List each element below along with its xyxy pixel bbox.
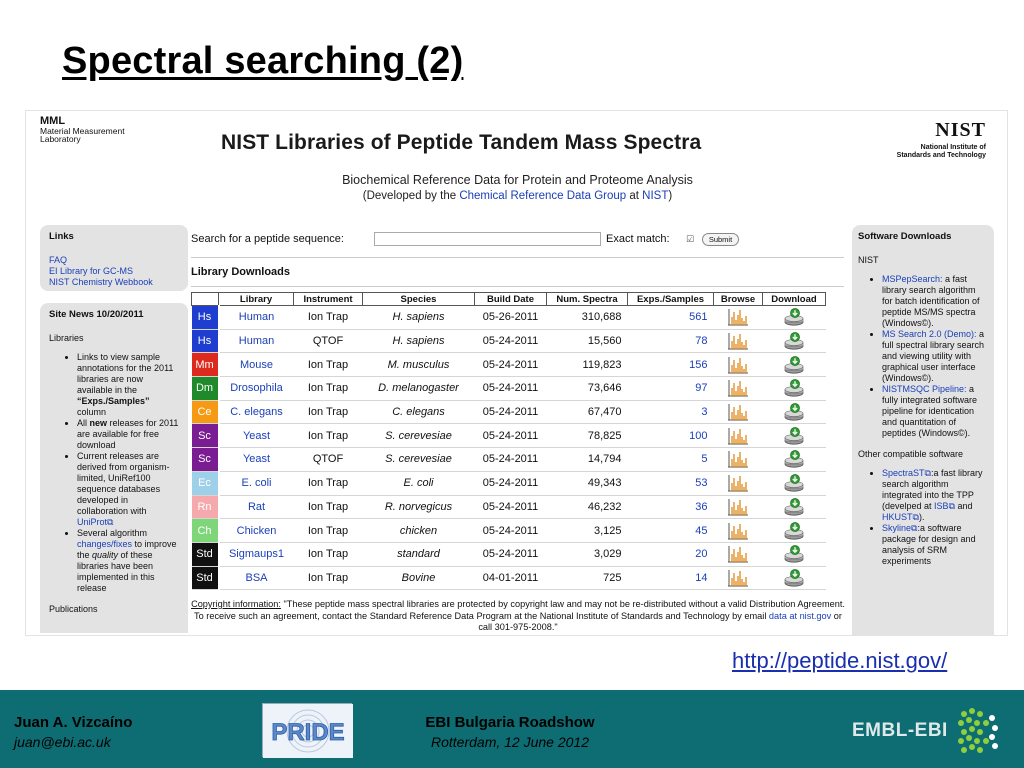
peptide-search-input[interactable]: [374, 232, 601, 246]
num-spectra-cell: 15,560: [547, 329, 628, 353]
num-spectra-cell: 3,029: [547, 542, 628, 566]
external-link-icon: ⧉: [107, 517, 114, 527]
exps-samples-link[interactable]: 53: [628, 471, 714, 495]
news-item: [77, 418, 179, 451]
submit-button[interactable]: Submit: [702, 233, 739, 246]
download-icon[interactable]: [784, 379, 804, 397]
browse-cell: [714, 448, 763, 472]
software-item: [882, 523, 988, 567]
library-downloads-heading: Library Downloads: [191, 266, 291, 278]
search-label: Search for a peptide sequence:: [191, 233, 344, 245]
page-subtitle: Biochemical Reference Data for Protein and Proteome Analysis: [342, 173, 693, 187]
developed-by: [26, 190, 1008, 202]
download-icon[interactable]: [784, 498, 804, 516]
spectrum-browse-icon[interactable]: [727, 332, 749, 350]
exps-samples-link[interactable]: 20: [628, 542, 714, 566]
news-list: [49, 352, 179, 594]
nist-logo-line2: Standards and Technology: [896, 152, 986, 159]
build-date-cell: 05-26-2011: [475, 306, 547, 330]
libraries-section: Libraries: [49, 333, 84, 343]
instrument-cell: Ion Trap: [294, 306, 363, 330]
build-date-cell: 05-24-2011: [475, 424, 547, 448]
exps-samples-link[interactable]: 3: [628, 400, 714, 424]
download-icon[interactable]: [784, 450, 804, 468]
species-cell: standard: [363, 542, 475, 566]
table-row: [192, 329, 826, 353]
download-icon[interactable]: [784, 356, 804, 374]
links-heading: Links: [49, 231, 74, 242]
exps-samples-link[interactable]: 100: [628, 424, 714, 448]
download-cell: [763, 519, 826, 543]
news4-em: quality: [92, 550, 119, 560]
copyright-tail: or call 301-975-2008.": [478, 610, 842, 632]
table-header-row: [192, 293, 826, 306]
news4-post: of these libraries have been implemented in this release: [77, 550, 155, 593]
pride-logo: [262, 703, 352, 757]
exps-samples-link[interactable]: 5: [628, 448, 714, 472]
browse-cell: [714, 519, 763, 543]
page-title: NIST Libraries of Peptide Tandem Mass Spectra: [221, 131, 702, 154]
news-item: [77, 528, 179, 594]
library-link[interactable]: Human: [219, 329, 294, 353]
mspepsearch-link[interactable]: MSPepSearch:: [882, 274, 943, 284]
nistmsqc-text: a fully integrated software pipeline for identication and quantitation of peptides (Windows©).: [882, 384, 978, 438]
species-code-badge: Ch: [192, 519, 219, 543]
download-icon[interactable]: [784, 308, 804, 326]
event-place-date: Rotterdam, 12 June 2012: [431, 734, 589, 750]
nist-logo-name: [876, 144, 986, 160]
nist-software-list: [858, 274, 988, 439]
mml-logo-short: MML: [40, 115, 66, 127]
source-url-link[interactable]: http://peptide.nist.gov/: [732, 648, 948, 673]
download-icon[interactable]: [784, 332, 804, 350]
library-link[interactable]: E. coli: [219, 471, 294, 495]
download-cell: [763, 424, 826, 448]
library-link[interactable]: Yeast: [219, 424, 294, 448]
table-row: [192, 448, 826, 472]
developed-mid: at: [626, 190, 643, 202]
build-date-cell: 05-24-2011: [475, 448, 547, 472]
presenter-email: juan@ebi.ac.uk: [14, 734, 111, 750]
news-item: [77, 352, 179, 418]
download-cell: [763, 400, 826, 424]
browse-cell: [714, 353, 763, 377]
exps-samples-link[interactable]: 36: [628, 495, 714, 519]
species-code-badge: Sc: [192, 424, 219, 448]
spectrum-browse-icon[interactable]: [727, 450, 749, 468]
build-date-cell: 04-01-2011: [475, 566, 547, 590]
library-link[interactable]: Sigmaups1: [219, 542, 294, 566]
download-cell: [763, 377, 826, 401]
download-icon[interactable]: [784, 403, 804, 421]
slide-title: Spectral searching (2): [62, 40, 464, 82]
isb-link[interactable]: ISB: [934, 501, 949, 511]
exps-samples-link[interactable]: 561: [628, 306, 714, 330]
column-header: Exps./Samples: [628, 293, 714, 306]
news2-pre: All: [77, 418, 90, 428]
skyline-text: :a software package for design and analysis of SRM experiments: [882, 523, 976, 566]
spectrum-browse-icon[interactable]: [727, 545, 749, 563]
build-date-cell: 05-24-2011: [475, 377, 547, 401]
embedded-web-screenshot: [25, 110, 1008, 636]
species-code-badge: Ce: [192, 400, 219, 424]
browse-cell: [714, 377, 763, 401]
external-link-icon: ⧉: [948, 501, 955, 511]
build-date-cell: 05-24-2011: [475, 542, 547, 566]
num-spectra-cell: 78,825: [547, 424, 628, 448]
build-date-cell: 05-24-2011: [475, 329, 547, 353]
num-spectra-cell: 310,688: [547, 306, 628, 330]
news2-bold: new: [89, 418, 108, 428]
external-link-icon: ⧉: [924, 468, 931, 478]
spectrum-browse-icon[interactable]: [727, 379, 749, 397]
species-code-badge: Rn: [192, 495, 219, 519]
num-spectra-cell: 73,646: [547, 377, 628, 401]
table-row: [192, 424, 826, 448]
species-code-badge: Std: [192, 566, 219, 590]
external-link-icon: ⧉: [912, 512, 919, 522]
developed-prefix: (Developed by the: [362, 190, 460, 202]
divider: [191, 286, 844, 287]
download-icon[interactable]: [784, 569, 804, 587]
library-link[interactable]: Mouse: [219, 353, 294, 377]
build-date-cell: 05-24-2011: [475, 400, 547, 424]
news1-post: column: [77, 407, 107, 417]
column-header: Species: [363, 293, 475, 306]
news1-pre: Links to view sample annotations for the 2011 libraries are now available in the: [77, 352, 174, 395]
table-row: [192, 519, 826, 543]
species-code-badge: Mm: [192, 353, 219, 377]
num-spectra-cell: 725: [547, 566, 628, 590]
instrument-cell: Ion Trap: [294, 353, 363, 377]
news2-post: releases for 2011 are available for free download: [77, 418, 179, 450]
download-cell: [763, 495, 826, 519]
spectrast-text: :a fast library search algorithm integrated into the TPP (develped at: [882, 468, 983, 511]
spectrast-tail: ).: [918, 512, 925, 522]
nist-logo-mark: NIST: [935, 119, 986, 141]
library-link[interactable]: Rat: [219, 495, 294, 519]
column-header: Download: [763, 293, 826, 306]
publications-section: Publications: [49, 604, 98, 614]
build-date-cell: 05-24-2011: [475, 353, 547, 377]
library-link[interactable]: Drosophila: [219, 377, 294, 401]
column-header: Library: [219, 293, 294, 306]
instrument-cell: QTOF: [294, 448, 363, 472]
num-spectra-cell: 3,125: [547, 519, 628, 543]
slide-footer: [0, 690, 1024, 768]
news4-mid: to improve the: [77, 539, 177, 560]
library-link[interactable]: BSA: [219, 566, 294, 590]
spectrast-and: and: [955, 501, 973, 511]
species-cell: H. sapiens: [363, 306, 475, 330]
species-code-badge: Sc: [192, 448, 219, 472]
software-item: [882, 274, 988, 329]
spectrum-browse-icon[interactable]: [727, 356, 749, 374]
skyline-link[interactable]: Skyline: [882, 523, 912, 533]
spectrast-link[interactable]: SpectraST: [882, 468, 925, 478]
exps-samples-link[interactable]: 14: [628, 566, 714, 590]
species-cell: E. coli: [363, 471, 475, 495]
links-panel: [40, 225, 188, 291]
hkust-link[interactable]: HKUST: [882, 512, 913, 522]
download-icon[interactable]: [784, 522, 804, 540]
table-row: [192, 306, 826, 330]
copyright-notice: [191, 599, 845, 634]
spectrum-browse-icon[interactable]: [727, 569, 749, 587]
download-icon[interactable]: [784, 545, 804, 563]
mml-logo-line2: Laboratory: [40, 134, 81, 144]
column-header: Build Date: [475, 293, 547, 306]
ms-search-text: a full spectral library search and viewing utility with graphical user interface (Windows©).: [882, 329, 985, 383]
mml-logo-line1: Material Measurement: [40, 126, 125, 136]
pride-logo-text: PRIDE: [271, 719, 345, 746]
species-cell: chicken: [363, 519, 475, 543]
download-cell: [763, 306, 826, 330]
build-date-cell: 05-24-2011: [475, 519, 547, 543]
browse-cell: [714, 306, 763, 330]
spectrum-browse-icon[interactable]: [727, 403, 749, 421]
exact-match-checkbox[interactable]: ☑: [686, 234, 695, 244]
download-icon[interactable]: [784, 427, 804, 445]
uniprot-link[interactable]: UniProt: [77, 517, 108, 527]
table-row: [192, 471, 826, 495]
event-name: EBI Bulgaria Roadshow: [425, 714, 595, 731]
browse-cell: [714, 495, 763, 519]
table-row: [192, 495, 826, 519]
software-heading: Software Downloads: [858, 231, 952, 242]
instrument-cell: Ion Trap: [294, 377, 363, 401]
library-table: [191, 292, 826, 590]
other-software-section: Other compatible software: [858, 449, 964, 459]
software-downloads-panel: [852, 225, 994, 636]
species-cell: M. musculus: [363, 353, 475, 377]
other-software-list: [858, 468, 988, 567]
spectrum-browse-icon[interactable]: [727, 427, 749, 445]
exps-samples-link[interactable]: 97: [628, 377, 714, 401]
species-code-badge: Hs: [192, 306, 219, 330]
browse-cell: [714, 566, 763, 590]
pride-logo-graphic: [263, 704, 353, 758]
table-row: [192, 377, 826, 401]
exps-samples-link[interactable]: 156: [628, 353, 714, 377]
copyright-label[interactable]: Copyright information:: [191, 599, 281, 609]
nist-logo[interactable]: [876, 119, 986, 160]
download-cell: [763, 471, 826, 495]
mspepsearch-text: a fast library search algorithm for batch identification of peptide MS/MS spectra (Windows©).: [882, 274, 980, 328]
column-header: Browse: [714, 293, 763, 306]
download-icon[interactable]: [784, 474, 804, 492]
library-link[interactable]: Chicken: [219, 519, 294, 543]
link-faq[interactable]: FAQ: [49, 255, 68, 265]
embl-ebi-logo-icon: [956, 706, 1002, 754]
changes-fixes-link[interactable]: changes/fixes: [77, 539, 133, 549]
library-link[interactable]: Yeast: [219, 448, 294, 472]
num-spectra-cell: 14,794: [547, 448, 628, 472]
species-cell: D. melanogaster: [363, 377, 475, 401]
species-code-badge: Std: [192, 542, 219, 566]
num-spectra-cell: 49,343: [547, 471, 628, 495]
library-link[interactable]: C. elegans: [219, 400, 294, 424]
nistmsqc-link[interactable]: NISTMSQC Pipeline:: [882, 384, 967, 394]
instrument-cell: Ion Trap: [294, 542, 363, 566]
software-item: [882, 468, 988, 523]
species-cell: S. cerevesiae: [363, 424, 475, 448]
num-spectra-cell: 46,232: [547, 495, 628, 519]
software-item: [882, 329, 988, 384]
presenter-name: Juan A. Vizcaíno: [14, 714, 133, 731]
news4-pre: Several algorithm: [77, 528, 148, 538]
column-header: [192, 293, 219, 306]
table-row: [192, 566, 826, 590]
column-header: Num. Spectra: [547, 293, 628, 306]
num-spectra-cell: 67,470: [547, 400, 628, 424]
spectrum-browse-icon[interactable]: [727, 308, 749, 326]
nist-section: NIST: [858, 255, 879, 265]
instrument-cell: Ion Trap: [294, 566, 363, 590]
species-cell: C. elegans: [363, 400, 475, 424]
exps-samples-link[interactable]: 78: [628, 329, 714, 353]
species-cell: H. sapiens: [363, 329, 475, 353]
instrument-cell: QTOF: [294, 329, 363, 353]
instrument-cell: Ion Trap: [294, 400, 363, 424]
browse-cell: [714, 424, 763, 448]
exps-samples-link[interactable]: 45: [628, 519, 714, 543]
browse-cell: [714, 542, 763, 566]
site-news-heading: Site News 10/20/2011: [49, 309, 144, 320]
instrument-cell: Ion Trap: [294, 424, 363, 448]
news3-pre: Current releases are derived from organism-limited, UniRef100 sequence databases developed in collaboration with: [77, 451, 170, 516]
ms-search-link[interactable]: MS Search 2.0 (Demo):: [882, 329, 977, 339]
column-header: Instrument: [294, 293, 363, 306]
library-link[interactable]: Human: [219, 306, 294, 330]
news1-bold: “Exps./Samples”: [77, 396, 150, 406]
link-chemistry-webbook[interactable]: NIST Chemistry Webbook: [49, 277, 153, 287]
species-cell: Bovine: [363, 566, 475, 590]
download-cell: [763, 329, 826, 353]
browse-cell: [714, 329, 763, 353]
news-item: [77, 451, 179, 528]
chemical-reference-link[interactable]: Chemical Reference Data Group: [459, 190, 627, 202]
instrument-cell: Ion Trap: [294, 471, 363, 495]
species-code-badge: Dm: [192, 377, 219, 401]
nist-link[interactable]: NIST: [642, 190, 669, 202]
table-row: [192, 400, 826, 424]
download-cell: [763, 542, 826, 566]
download-cell: [763, 448, 826, 472]
exact-match-label: Exact match:: [606, 233, 670, 245]
browse-cell: [714, 471, 763, 495]
instrument-cell: Ion Trap: [294, 495, 363, 519]
table-row: [192, 542, 826, 566]
species-code-badge: Ec: [192, 471, 219, 495]
table-body: [192, 306, 826, 590]
table-row: [192, 353, 826, 377]
build-date-cell: 05-24-2011: [475, 495, 547, 519]
embl-ebi-logo-text: EMBL-EBI: [852, 720, 948, 741]
browse-cell: [714, 400, 763, 424]
external-link-icon: ⧉: [911, 523, 918, 533]
instrument-cell: Ion Trap: [294, 519, 363, 543]
developed-suffix: ): [668, 190, 673, 202]
download-cell: [763, 353, 826, 377]
spectrum-browse-icon[interactable]: [727, 498, 749, 516]
link-ei-library[interactable]: EI Library for GC-MS: [49, 266, 134, 276]
mml-logo[interactable]: [40, 116, 125, 143]
spectrum-browse-icon[interactable]: [727, 522, 749, 540]
species-cell: R. norvegicus: [363, 495, 475, 519]
download-cell: [763, 566, 826, 590]
spectrum-browse-icon[interactable]: [727, 474, 749, 492]
site-news-panel: [40, 303, 188, 633]
num-spectra-cell: 119,823: [547, 353, 628, 377]
nist-logo-line1: National Institute of: [920, 144, 986, 151]
build-date-cell: 05-24-2011: [475, 471, 547, 495]
divider: [191, 257, 844, 258]
software-item: [882, 384, 988, 439]
email-link[interactable]: data at nist.gov: [768, 610, 832, 621]
species-code-badge: Hs: [192, 329, 219, 353]
species-cell: S. cerevesiae: [363, 448, 475, 472]
copyright-text: "These peptide mass spectral libraries are protected by copyright law and may not be re-distributed without a valid Distribution Agreement. To receive such an agreement, contact the Standard Reference Data Program at the National Institute of Standards and Technology by email: [194, 599, 845, 621]
